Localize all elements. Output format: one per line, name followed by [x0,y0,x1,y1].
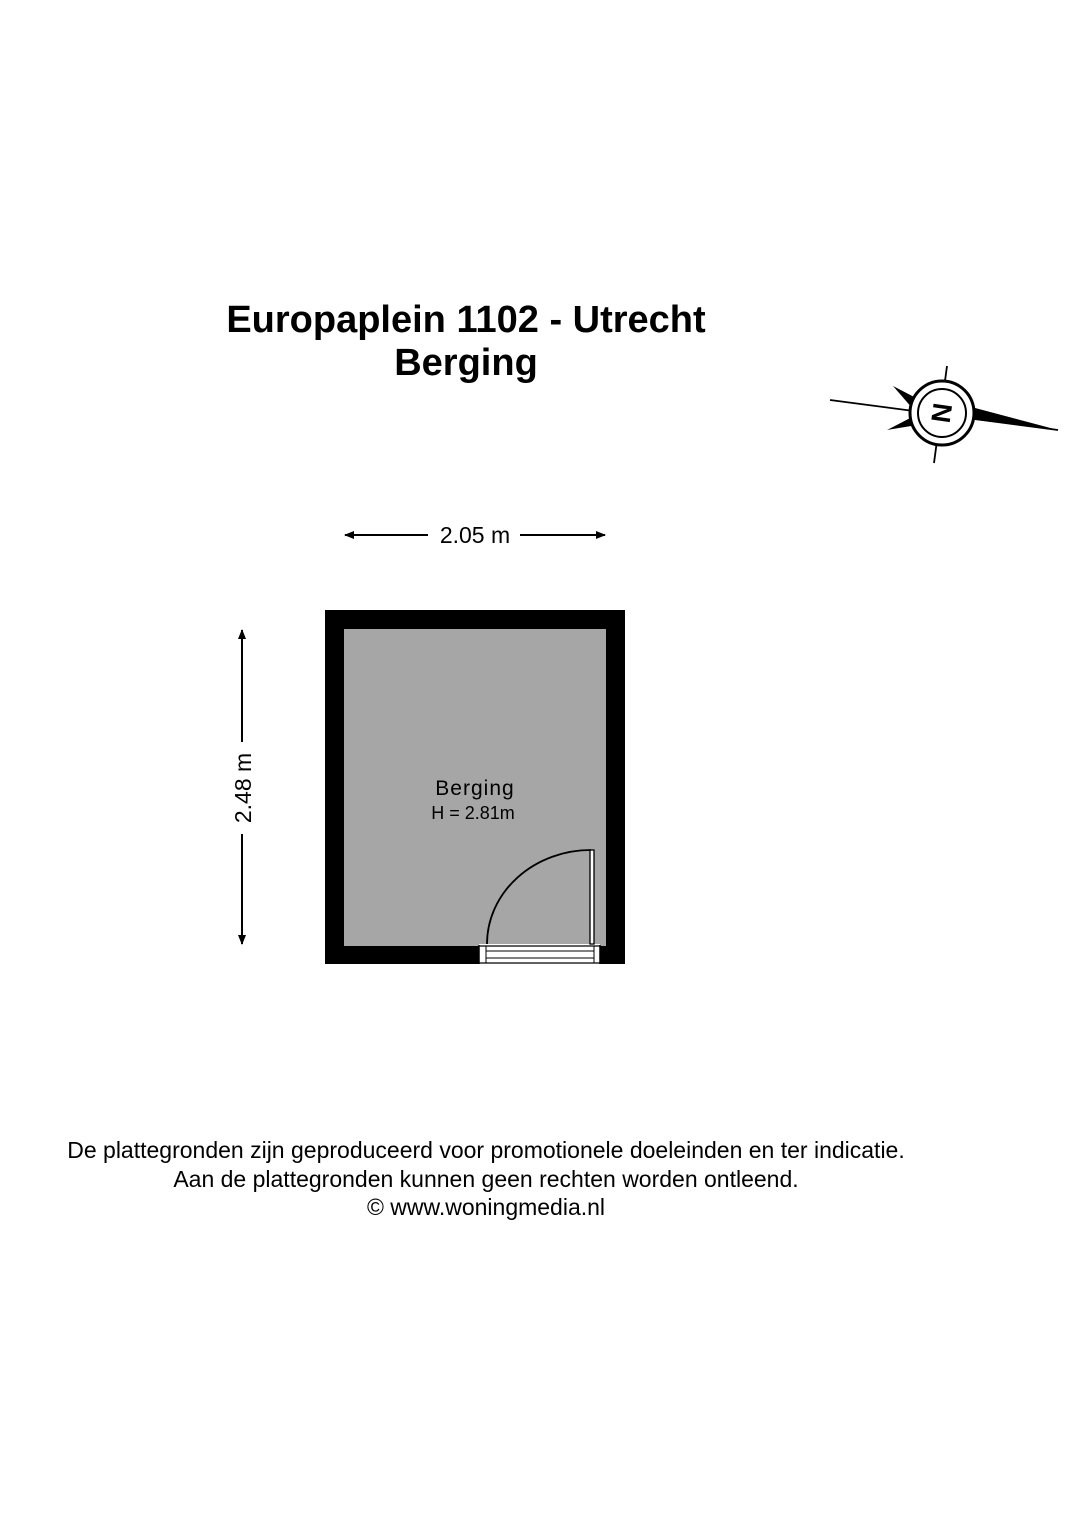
copyright-line: © www.woningmedia.nl [366,1194,606,1220]
door-leaf [590,850,594,944]
compass-icon [830,366,1058,463]
plan-title: Europaplein 1102 - Utrecht [226,299,706,341]
disclaimer-line-1: De plattegronden zijn geproduceerd voor promotionele doeleinden en ter indicatie. [67,1137,905,1163]
plan-subtitle: Berging [394,342,538,384]
room-name-label: Berging [435,777,515,800]
room-height-label: H = 2.81m [431,803,515,823]
depth-dimension-label: 2.48 m [230,752,256,824]
disclaimer-line-2: Aan de plattegronden kunnen geen rechten worden ontleend. [173,1166,799,1192]
width-dimension [345,522,605,548]
compass-north-label: N [925,401,959,425]
room-berging [325,610,625,965]
door-opening [479,944,600,965]
depth-dimension [230,630,256,944]
width-dimension-label: 2.05 m [439,522,511,548]
